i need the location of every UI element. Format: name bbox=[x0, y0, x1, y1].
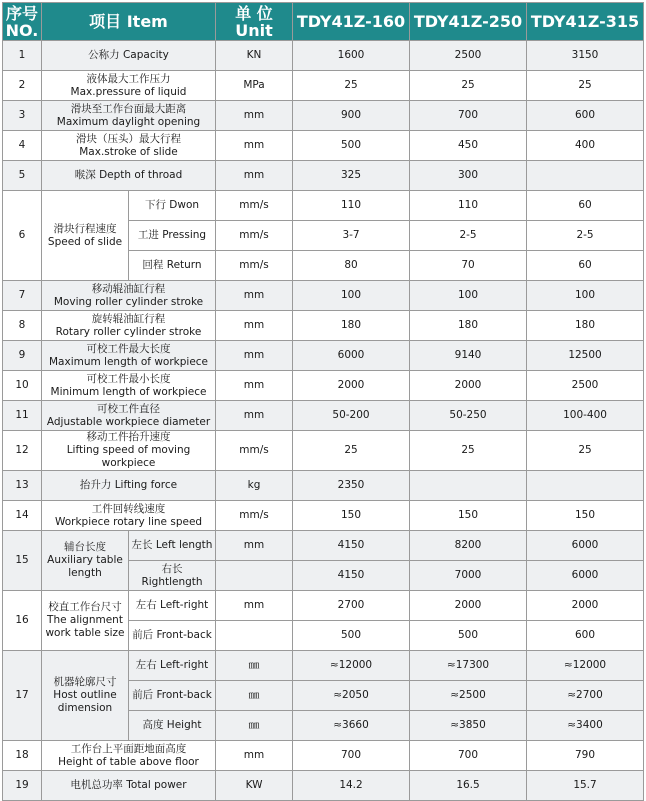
value-cell: 300 bbox=[410, 161, 527, 191]
item-label: 液体最大工作压力 Max.pressure of liquid bbox=[42, 71, 216, 101]
value-cell: 4150 bbox=[293, 561, 410, 591]
table-row bbox=[3, 101, 644, 131]
spec-table bbox=[2, 2, 644, 801]
value-cell: 15.7 bbox=[527, 771, 644, 801]
unit-cell: mm bbox=[216, 281, 293, 311]
table-row bbox=[3, 471, 644, 501]
item-label: 喉深 Depth of throad bbox=[42, 161, 216, 191]
value-cell: 60 bbox=[527, 191, 644, 221]
table-row bbox=[3, 741, 644, 771]
value-cell: 600 bbox=[527, 101, 644, 131]
table-row bbox=[3, 651, 644, 681]
table-row bbox=[3, 281, 644, 311]
value-cell: 25 bbox=[293, 431, 410, 471]
value-cell bbox=[527, 161, 644, 191]
value-cell: ≈2050 bbox=[293, 681, 410, 711]
value-cell: 25 bbox=[527, 431, 644, 471]
unit-cell: mm bbox=[216, 311, 293, 341]
unit-cell: ㎜ bbox=[216, 711, 293, 741]
unit-cell: mm bbox=[216, 591, 293, 621]
unit-cell bbox=[216, 561, 293, 591]
value-cell: 2000 bbox=[410, 591, 527, 621]
value-cell: ≈3400 bbox=[527, 711, 644, 741]
row-number: 15 bbox=[3, 531, 42, 591]
sub-item-label: 右长 Rightlength bbox=[129, 561, 216, 591]
sub-item-label: 左右 Left-right bbox=[129, 651, 216, 681]
value-cell: 700 bbox=[293, 741, 410, 771]
sub-item-label: 前后 Front-back bbox=[129, 681, 216, 711]
table-row bbox=[3, 71, 644, 101]
item-label: 滑块至工作台面最大距离 Maximum daylight opening bbox=[42, 101, 216, 131]
table-row bbox=[3, 161, 644, 191]
sub-item-label: 高度 Height bbox=[129, 711, 216, 741]
sub-item-label: 前后 Front-back bbox=[129, 621, 216, 651]
table-row bbox=[3, 401, 644, 431]
item-label: 电机总功率 Total power bbox=[42, 771, 216, 801]
value-cell: 14.2 bbox=[293, 771, 410, 801]
table-row bbox=[3, 131, 644, 161]
value-cell: 50-250 bbox=[410, 401, 527, 431]
value-cell: 3-7 bbox=[293, 221, 410, 251]
row-number: 12 bbox=[3, 431, 42, 471]
unit-cell: mm bbox=[216, 161, 293, 191]
row-number: 6 bbox=[3, 191, 42, 281]
value-cell: 110 bbox=[293, 191, 410, 221]
unit-cell: ㎜ bbox=[216, 651, 293, 681]
value-cell: 2000 bbox=[410, 371, 527, 401]
value-cell: 325 bbox=[293, 161, 410, 191]
row-number: 16 bbox=[3, 591, 42, 651]
value-cell: 100 bbox=[410, 281, 527, 311]
unit-cell: mm bbox=[216, 531, 293, 561]
value-cell: 110 bbox=[410, 191, 527, 221]
value-cell bbox=[527, 471, 644, 501]
unit-cell: mm bbox=[216, 741, 293, 771]
value-cell: 2-5 bbox=[527, 221, 644, 251]
item-label: 移动工件抬升速度 Lifting speed of moving workpiece bbox=[42, 431, 216, 471]
row-number: 19 bbox=[3, 771, 42, 801]
unit-cell bbox=[216, 621, 293, 651]
item-label: 公称力 Capacity bbox=[42, 41, 216, 71]
value-cell: ≈2500 bbox=[410, 681, 527, 711]
value-cell: 6000 bbox=[293, 341, 410, 371]
row-number: 8 bbox=[3, 311, 42, 341]
value-cell: 150 bbox=[293, 501, 410, 531]
row-number: 11 bbox=[3, 401, 42, 431]
item-label: 抬升力 Lifting force bbox=[42, 471, 216, 501]
unit-cell: mm/s bbox=[216, 431, 293, 471]
row-number: 14 bbox=[3, 501, 42, 531]
table-row bbox=[3, 341, 644, 371]
row-number: 10 bbox=[3, 371, 42, 401]
item-label: 滑块（压头）最大行程 Max.stroke of slide bbox=[42, 131, 216, 161]
value-cell: 2500 bbox=[527, 371, 644, 401]
sub-item-label: 左长 Left length bbox=[129, 531, 216, 561]
value-cell: 7000 bbox=[410, 561, 527, 591]
sub-item-label: 左右 Left-right bbox=[129, 591, 216, 621]
item-label: 工作台上平面距地面高度 Height of table above floor bbox=[42, 741, 216, 771]
table-row bbox=[3, 431, 644, 471]
table-row bbox=[3, 311, 644, 341]
value-cell: 25 bbox=[527, 71, 644, 101]
value-cell: 700 bbox=[410, 101, 527, 131]
value-cell: 900 bbox=[293, 101, 410, 131]
value-cell: ≈3850 bbox=[410, 711, 527, 741]
value-cell: 1600 bbox=[293, 41, 410, 71]
value-cell: 9140 bbox=[410, 341, 527, 371]
value-cell: 180 bbox=[410, 311, 527, 341]
value-cell: ≈2700 bbox=[527, 681, 644, 711]
header-unit: 单 位 Unit bbox=[216, 3, 293, 41]
item-label: 校直工作台尺寸 The alignment work table size bbox=[42, 591, 129, 651]
value-cell: 100 bbox=[293, 281, 410, 311]
item-label: 机器轮廓尺寸 Host outline dimension bbox=[42, 651, 129, 741]
value-cell: 25 bbox=[410, 71, 527, 101]
unit-cell: KW bbox=[216, 771, 293, 801]
header-model-250: TDY41Z-250 bbox=[410, 3, 527, 41]
value-cell: 2000 bbox=[293, 371, 410, 401]
value-cell: 180 bbox=[293, 311, 410, 341]
item-label: 辅台长度 Auxiliary table length bbox=[42, 531, 129, 591]
table-row bbox=[3, 771, 644, 801]
value-cell: 2350 bbox=[293, 471, 410, 501]
value-cell: 3150 bbox=[527, 41, 644, 71]
value-cell: 2-5 bbox=[410, 221, 527, 251]
value-cell: 70 bbox=[410, 251, 527, 281]
value-cell: 150 bbox=[410, 501, 527, 531]
unit-cell: MPa bbox=[216, 71, 293, 101]
value-cell: 450 bbox=[410, 131, 527, 161]
unit-cell: mm bbox=[216, 401, 293, 431]
value-cell: 400 bbox=[527, 131, 644, 161]
unit-cell: kg bbox=[216, 471, 293, 501]
sub-item-label: 下行 Dwon bbox=[129, 191, 216, 221]
item-label: 工件回转线速度 Workpiece rotary line speed bbox=[42, 501, 216, 531]
item-label: 旋转辊油缸行程 Rotary roller cylinder stroke bbox=[42, 311, 216, 341]
value-cell: 2500 bbox=[410, 41, 527, 71]
unit-cell: mm/s bbox=[216, 221, 293, 251]
unit-cell: mm/s bbox=[216, 501, 293, 531]
value-cell: 700 bbox=[410, 741, 527, 771]
value-cell bbox=[410, 471, 527, 501]
row-number: 9 bbox=[3, 341, 42, 371]
header-model-160: TDY41Z-160 bbox=[293, 3, 410, 41]
header-no: 序号 NO. bbox=[3, 3, 42, 41]
item-label: 滑块行程速度 Speed of slide bbox=[42, 191, 129, 281]
header-model-315: TDY41Z-315 bbox=[527, 3, 644, 41]
value-cell: 500 bbox=[293, 621, 410, 651]
item-label: 可校工件最大长度 Maximum length of workpiece bbox=[42, 341, 216, 371]
value-cell: 180 bbox=[527, 311, 644, 341]
unit-cell: mm bbox=[216, 131, 293, 161]
value-cell: 12500 bbox=[527, 341, 644, 371]
value-cell: 6000 bbox=[527, 561, 644, 591]
table-row bbox=[3, 501, 644, 531]
table-row bbox=[3, 591, 644, 621]
value-cell: 500 bbox=[410, 621, 527, 651]
row-number: 5 bbox=[3, 161, 42, 191]
unit-cell: mm bbox=[216, 341, 293, 371]
row-number: 1 bbox=[3, 41, 42, 71]
unit-cell: ㎜ bbox=[216, 681, 293, 711]
value-cell: 100-400 bbox=[527, 401, 644, 431]
unit-cell: mm/s bbox=[216, 251, 293, 281]
value-cell: ≈17300 bbox=[410, 651, 527, 681]
sub-item-label: 回程 Return bbox=[129, 251, 216, 281]
row-number: 17 bbox=[3, 651, 42, 741]
item-label: 可校工件最小长度 Minimum length of workpiece bbox=[42, 371, 216, 401]
value-cell: 4150 bbox=[293, 531, 410, 561]
value-cell: ≈12000 bbox=[527, 651, 644, 681]
value-cell: 790 bbox=[527, 741, 644, 771]
row-number: 7 bbox=[3, 281, 42, 311]
item-label: 移动辊油缸行程 Moving roller cylinder stroke bbox=[42, 281, 216, 311]
value-cell: ≈12000 bbox=[293, 651, 410, 681]
row-number: 18 bbox=[3, 741, 42, 771]
value-cell: 600 bbox=[527, 621, 644, 651]
row-number: 3 bbox=[3, 101, 42, 131]
unit-cell: mm bbox=[216, 101, 293, 131]
value-cell: 16.5 bbox=[410, 771, 527, 801]
value-cell: ≈3660 bbox=[293, 711, 410, 741]
value-cell: 2700 bbox=[293, 591, 410, 621]
value-cell: 60 bbox=[527, 251, 644, 281]
row-number: 4 bbox=[3, 131, 42, 161]
table-row bbox=[3, 191, 644, 221]
value-cell: 2000 bbox=[527, 591, 644, 621]
table-row bbox=[3, 531, 644, 561]
value-cell: 50-200 bbox=[293, 401, 410, 431]
row-number: 13 bbox=[3, 471, 42, 501]
unit-cell: KN bbox=[216, 41, 293, 71]
value-cell: 8200 bbox=[410, 531, 527, 561]
table-row bbox=[3, 41, 644, 71]
unit-cell: mm/s bbox=[216, 191, 293, 221]
value-cell: 100 bbox=[527, 281, 644, 311]
unit-cell: mm bbox=[216, 371, 293, 401]
header-row bbox=[3, 3, 644, 41]
row-number: 2 bbox=[3, 71, 42, 101]
item-label: 可校工件直径 Adjustable workpiece diameter bbox=[42, 401, 216, 431]
value-cell: 25 bbox=[410, 431, 527, 471]
value-cell: 500 bbox=[293, 131, 410, 161]
header-item: 项目 Item bbox=[42, 3, 216, 41]
value-cell: 6000 bbox=[527, 531, 644, 561]
value-cell: 80 bbox=[293, 251, 410, 281]
value-cell: 25 bbox=[293, 71, 410, 101]
sub-item-label: 工进 Pressing bbox=[129, 221, 216, 251]
value-cell: 150 bbox=[527, 501, 644, 531]
table-row bbox=[3, 371, 644, 401]
